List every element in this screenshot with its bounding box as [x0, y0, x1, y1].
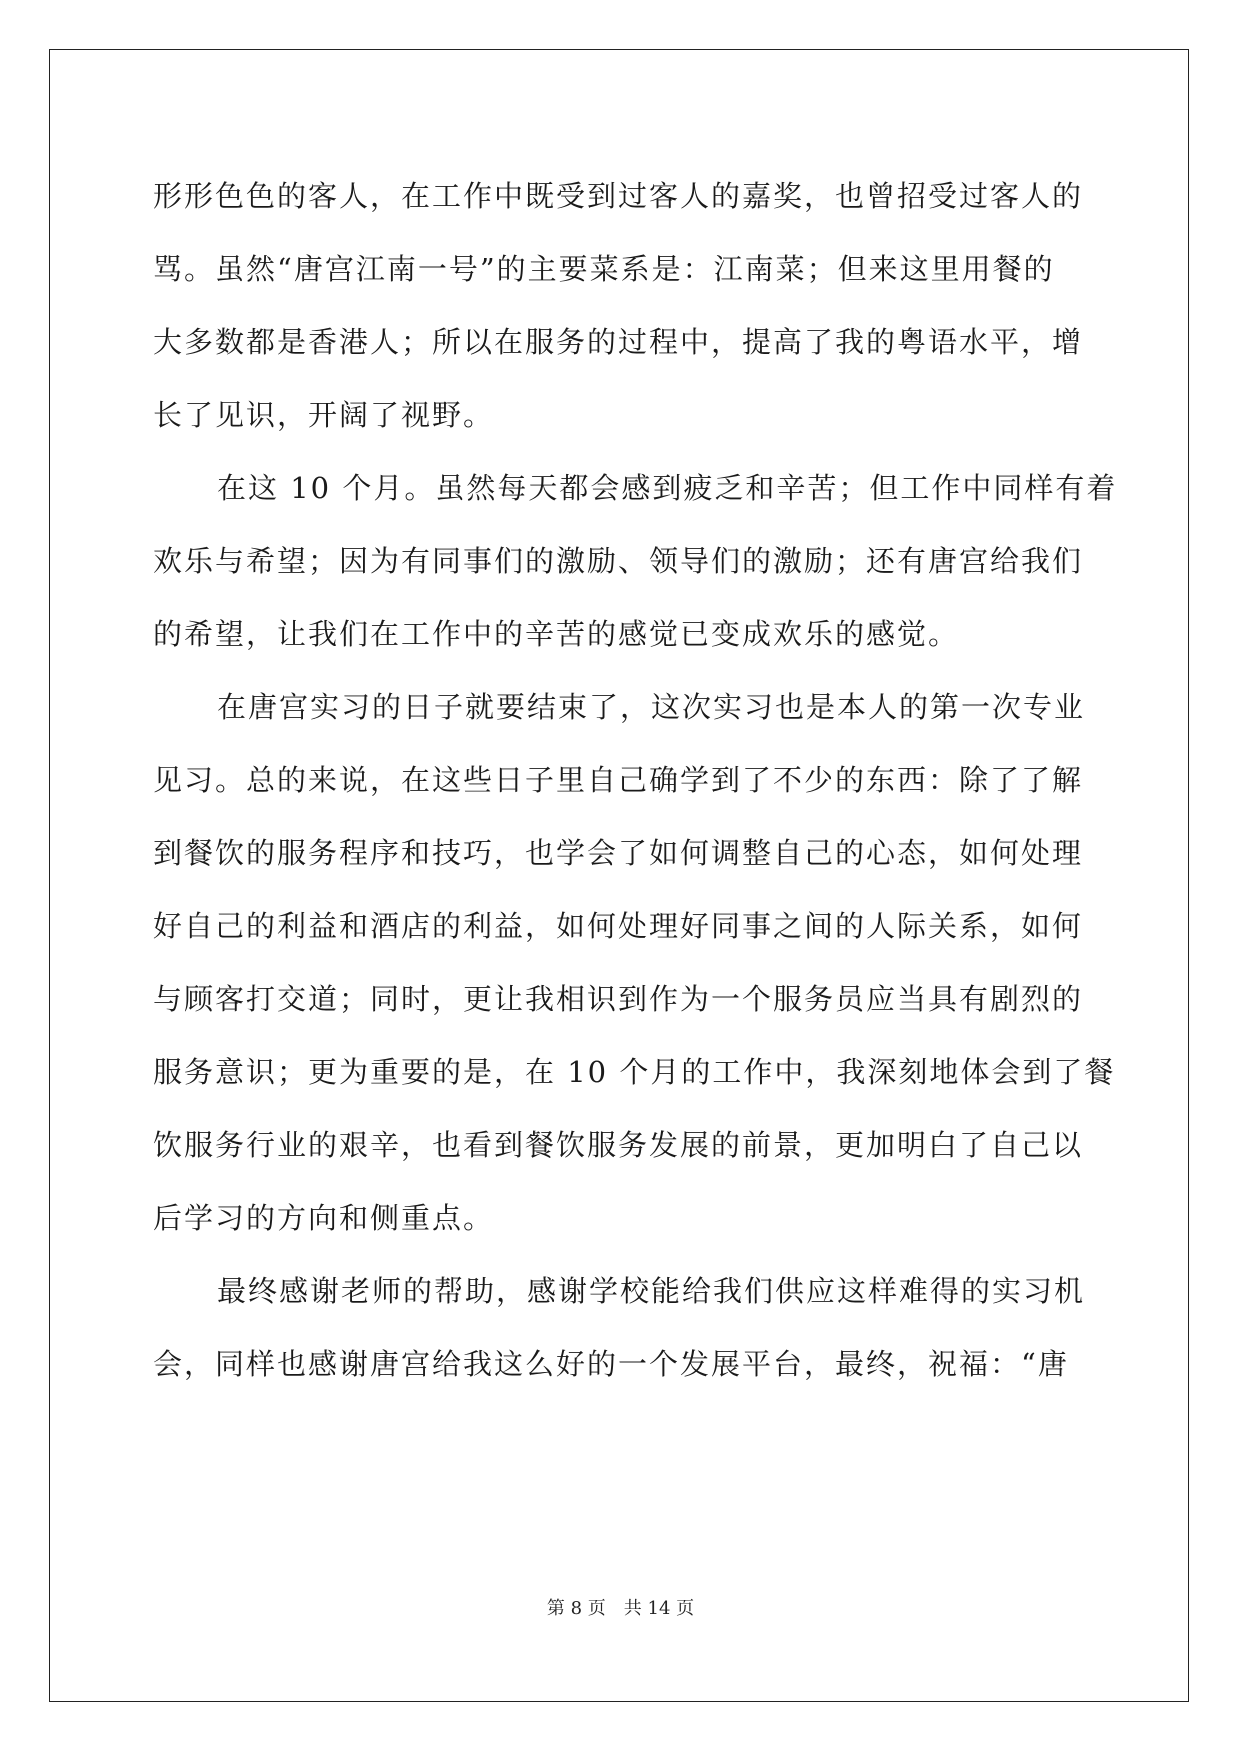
page-number: 第 8 页	[546, 1598, 606, 1619]
text-line: 见习。总的来说，在这些日子里自己确学到了不少的东西：除了了解	[153, 763, 1084, 797]
text-line: 长了见识，开阔了视野。	[153, 398, 495, 432]
text-line: 大多数都是香港人；所以在服务的过程中，提高了我的粤语水平，增	[153, 325, 1084, 359]
document-body	[153, 160, 1118, 1401]
text-line: 会，同样也感谢唐宫给我这么好的一个发展平台，最终，祝福：“唐	[153, 1347, 1069, 1381]
text-line: 饮服务行业的艰辛，也看到餐饮服务发展的前景，更加明白了自己以	[153, 1128, 1084, 1162]
text-line: 到餐饮的服务程序和技巧，也学会了如何调整自己的心态，如何处理	[153, 836, 1084, 870]
paragraph-start-line: 最终感谢老师的帮助，感谢学校能给我们供应这样难得的实习机	[217, 1274, 1086, 1308]
paragraph-start-line: 在这 10 个月。虽然每天都会感到疲乏和辛苦；但工作中同样有着	[217, 471, 1118, 505]
text-line: 好自己的利益和酒店的利益，如何处理好同事之间的人际关系，如何	[153, 909, 1084, 943]
text-line: 骂。虽然“唐宫江南一号”的主要菜系是：江南菜；但来这里用餐的	[153, 252, 1055, 286]
paragraph-start-line: 在唐宫实习的日子就要结束了，这次实习也是本人的第一次专业	[217, 690, 1086, 724]
page-total: 共 14 页	[623, 1598, 695, 1619]
text-line: 形形色色的客人，在工作中既受到过客人的嘉奖，也曾招受过客人的	[153, 179, 1084, 213]
page-footer	[0, 1594, 1241, 1620]
text-line: 的希望，让我们在工作中的辛苦的感觉已变成欢乐的感觉。	[153, 617, 960, 651]
text-line: 欢乐与希望；因为有同事们的激励、领导们的激励；还有唐宫给我们	[153, 544, 1084, 578]
text-line: 后学习的方向和侧重点。	[153, 1201, 495, 1235]
text-line: 服务意识；更为重要的是，在 10 个月的工作中，我深刻地体会到了餐	[153, 1055, 1116, 1089]
text-line: 与顾客打交道；同时，更让我相识到作为一个服务员应当具有剧烈的	[153, 982, 1084, 1016]
